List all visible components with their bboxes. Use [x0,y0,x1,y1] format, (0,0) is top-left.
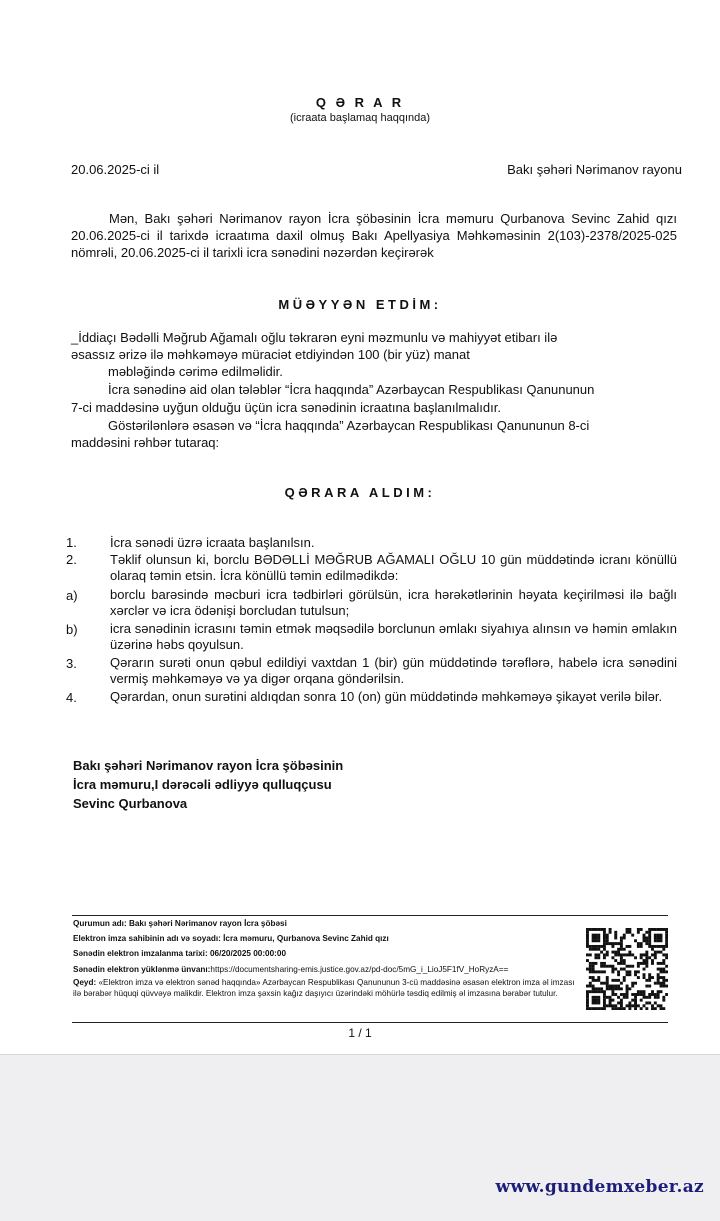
list-item-number: b) [66,622,78,637]
sign-date-label: Sənədin elektron imzalanma tarixi: [73,949,208,959]
esign-metadata [73,918,583,999]
owner-value: İcra məmuru, Qurbanova Sevinc Zahid qızı [223,934,389,944]
list-item-text: Qərardan, onun surətini aldıqdan sonra 10 (on) gün müddətində məhkəməyə şikayət verilə bilər. [110,689,663,704]
org-label: Qurumun adı: [73,919,127,928]
list-item-number: a) [66,588,78,603]
list-item-text: Təklif olunsun ki, borclu BƏDƏLLİ MƏĞRUB AĞAMALI OĞLU 10 gün müddətində icranı könüllü olaraq təmin etsin. İcra könüllü təmin edilmədikdə: [110,552,677,583]
para1-line2: əsassız ərizə ilə məhkəməyə müraciət etdiyindən 100 (bir yüz) manat [71,347,470,362]
section-heading-decided: QƏRARA ALDIM: [284,485,436,500]
para1-line1: _İddiaçı Bədəlli Məğrub Ağamalı oğlu təkrarən eyni məzmunlu və mahiyyət etibarı ilə [71,330,558,345]
note-text: «Elektron imza və elektron sənəd haqqında» Azərbaycan Respublikası Qanununun 3-cü maddəsinə əsasən elektron imza əl imzası ilə bərabər hüquqi qüvvəyə malikdir. Elektron imza şəxsin kağız daşıyıcı üzərindəki möhürlə təsdiq edilmiş əl imzasına bərabər tutulur. [73,977,575,999]
sign-date-value: 06/20/2025 00:00:00 [209,949,286,959]
owner-label: Elektron imza sahibinin adı və soyadı: [73,934,221,944]
list-item-number: 1. [66,535,77,550]
qr-code-icon [586,928,668,1010]
signature-block [73,756,343,813]
list-item-number: 3. [66,656,77,671]
list-item-text: Qərarın surəti onun qəbul edildiyi vaxtdan 1 (bir) gün müddətində tərəflərə, habelə icra sənədini vermiş məhkəməyə və ya digər orqana göndərilsin. [110,655,677,686]
signature-line-department: Bakı şəhəri Nərimanov rayon İcra şöbəsinin [73,758,344,773]
intro-paragraph: Mən, Bakı şəhəri Nərimanov rayon İcra şöbəsinin İcra məmuru Qurbanova Sevinc Zahid qızı 20.06.2025-ci il tarixdə icraatıma daxil olmuş Bakı Apellyasiya Məhkəməsinin 2(103)-2378/2025-025 nömrəli, 20.06.2025-ci il tarixli icra sənədini nəzərdən keçirərək [71,211,677,260]
signature-line-name: Sevinc Qurbanova [73,796,188,811]
document-place: Bakı şəhəri Nərimanov rayonu [507,162,682,177]
para3-line1: Göstərilənlərə əsasən və “İcra haqqında” Azərbaycan Respublikası Qanununun 8-ci [108,418,590,433]
list-item-number: 2. [66,552,77,567]
para2-line2: 7-ci maddəsinə uyğun olduğu üçün icra sənədinin icraatına başlanılmalıdır. [71,400,501,415]
para3-line2: maddəsini rəhbər tutaraq: [71,435,220,450]
signature-line-position: İcra məmuru,I dərəcəli ədliyyə qulluqçusu [73,777,332,792]
document-date: 20.06.2025-ci il [71,162,160,177]
org-value: Bakı şəhəri Nərimanov rayon İcra şöbəsi [128,919,287,928]
footer-bottom-divider [72,1022,668,1023]
list-item-text: icra sənədinin icrasını təmin etmək məqsədilə borclunun əmlakı siyahıya alınsın və həmin əmlakın üzərinə həbs qoyulsun. [110,621,677,652]
para2-line1: İcra sənədinə aid olan tələblər “İcra haqqında” Azərbaycan Respublikası Qanununun [108,382,595,397]
list-item-number: 4. [66,690,77,705]
document-title: Q Ə R A R [315,95,405,110]
list-item-text: İcra sənədi üzrə icraata başlanılsın. [110,535,315,550]
section-heading-established: MÜƏYYƏN ETDİM: [278,297,442,312]
para1-line3: məbləğində cərimə edilməlidir. [108,364,283,379]
site-watermark[interactable]: www.gundemxeber.az [495,1177,704,1197]
document-url[interactable]: https://documentsharing-emis.justice.gov.az/pd-doc/5mG_i_LioJ5F1fV_HoRyzA== [210,964,509,974]
document-subtitle: (icraata başlamaq haqqında) [289,112,431,124]
page-number: 1 / 1 [348,1026,372,1040]
list-item-text: borclu barəsində məcburi icra tədbirləri görülsün, icra hərəkətlərinin həyata keçirilməsi ilə bağlı xərclər və icra ödənişi borcludan tutulsun; [110,587,677,618]
note-label: Qeyd: [73,977,97,987]
footer-top-divider [72,915,668,916]
url-label: Sənədin elektron yüklənmə ünvanı: [73,964,211,974]
